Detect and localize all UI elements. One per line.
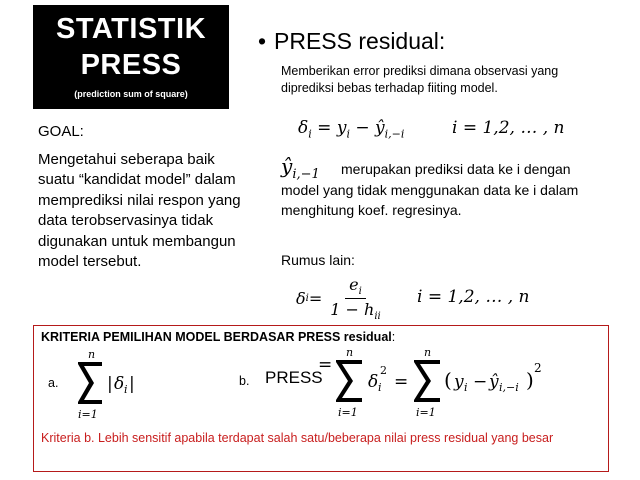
formula2-index-range: i = 1,2, … , n	[417, 287, 530, 307]
sum-a-lower-limit: i=1	[78, 408, 98, 421]
delta-subscript: i	[308, 127, 312, 141]
goal-text: Mengetahui seberapa baik suatu “kandidat model” dalam memprediksi nilai respon yang data terobservasinya tidak digunakan untuk membangun model tersebut.	[38, 150, 241, 270]
abs-bar-right: |	[129, 374, 135, 394]
delta-b: δ	[368, 372, 379, 392]
formula-sum-abs-delta	[74, 346, 184, 424]
y-symbol: y	[336, 118, 347, 138]
abs-bar-left: |	[107, 374, 113, 394]
equals-sign-2: =	[308, 289, 323, 309]
formula-press-sum	[316, 344, 606, 424]
sigma-icon	[414, 360, 440, 402]
paren-right: )	[526, 368, 534, 392]
denominator-subscript: ii	[374, 311, 381, 323]
numerator-subscript: i	[358, 286, 362, 298]
yhat-term-base: ŷ	[281, 154, 293, 178]
sum-a-upper-limit: n	[88, 348, 96, 361]
minus-sign: −	[349, 118, 376, 138]
rumus-lain-label: Rumus lain:	[281, 252, 355, 268]
criteria-box	[33, 325, 609, 472]
equals-b: =	[394, 372, 409, 392]
formula-alternative	[296, 275, 381, 322]
y-b-subscript: i	[464, 381, 468, 394]
equals-sign: =	[311, 118, 337, 138]
press-residual-heading	[258, 26, 445, 56]
y-subscript: i	[346, 127, 350, 141]
delta-subscript-2: i	[305, 293, 309, 305]
fraction	[330, 275, 380, 322]
yhat-explanation	[281, 159, 601, 221]
goal-section	[38, 122, 248, 273]
goal-heading: GOAL:	[38, 123, 84, 140]
criteria-a-label: a.	[48, 376, 59, 390]
sum-b1-upper-limit: n	[346, 346, 354, 359]
delta-symbol: δ	[298, 118, 309, 138]
title-line2: PRESS	[80, 49, 182, 81]
fraction-numerator	[345, 275, 366, 299]
yhat-symbol: ŷ	[375, 118, 385, 138]
criteria-note: Kriteria b. Lebih sensitif apabila terdapat salah satu/beberapa nilai press residual yang besar	[41, 431, 554, 445]
paren-left: (	[444, 368, 452, 392]
sigma-icon	[78, 362, 102, 404]
title-line1: STATISTIK	[55, 13, 207, 45]
bullet-icon: •	[258, 28, 267, 54]
abs-delta-subscript: i	[124, 383, 128, 396]
sigma-icon	[336, 360, 362, 402]
fraction-denominator	[330, 299, 380, 322]
denominator-text: 1 − h	[330, 300, 375, 320]
sum-b1-lower-limit: i=1	[338, 406, 358, 419]
press-residual-heading-text: PRESS residual:	[274, 28, 446, 54]
yhat-term-subscript: i,−1	[292, 167, 320, 182]
yhat-explanation-text: merupakan prediksi data ke i dengan model yang tidak menggunakan data ke i dalam menghitung koef. regresinya.	[281, 161, 579, 218]
criteria-title-text: KRITERIA PEMILIHAN MODEL BERDASAR PRESS residual	[41, 330, 392, 344]
press-equals: =	[318, 355, 333, 375]
criteria-title-colon: :	[391, 330, 396, 344]
y-b: y	[454, 372, 464, 392]
press-residual-description: Memberikan error prediksi dimana observasi yang diprediksi bebas terhadap fiiting model.	[281, 64, 559, 95]
formula-press-residual	[298, 116, 404, 146]
yhat-subscript: i,−i	[384, 127, 405, 141]
formula1-index-range: i = 1,2, … , n	[452, 118, 565, 138]
press-word: PRESS	[265, 368, 323, 387]
square-exponent-1: 2	[380, 364, 387, 377]
sum-b2-lower-limit: i=1	[416, 406, 436, 419]
criteria-title	[41, 330, 395, 344]
square-exponent-2: 2	[534, 361, 542, 375]
delta-b-subscript: i	[378, 381, 382, 394]
title-subtitle: (prediction sum of square)	[74, 89, 188, 99]
delta-symbol-2: δ	[296, 289, 306, 309]
yhat-b-subscript: i,−i	[499, 381, 519, 394]
abs-delta: δ	[114, 374, 125, 394]
sum-b2-upper-limit: n	[424, 346, 432, 359]
criteria-b-label: b.	[239, 374, 250, 388]
yhat-b: ŷ	[489, 372, 499, 392]
minus-b: −	[473, 372, 488, 392]
numerator-e: e	[349, 275, 359, 294]
title-box	[33, 5, 229, 109]
